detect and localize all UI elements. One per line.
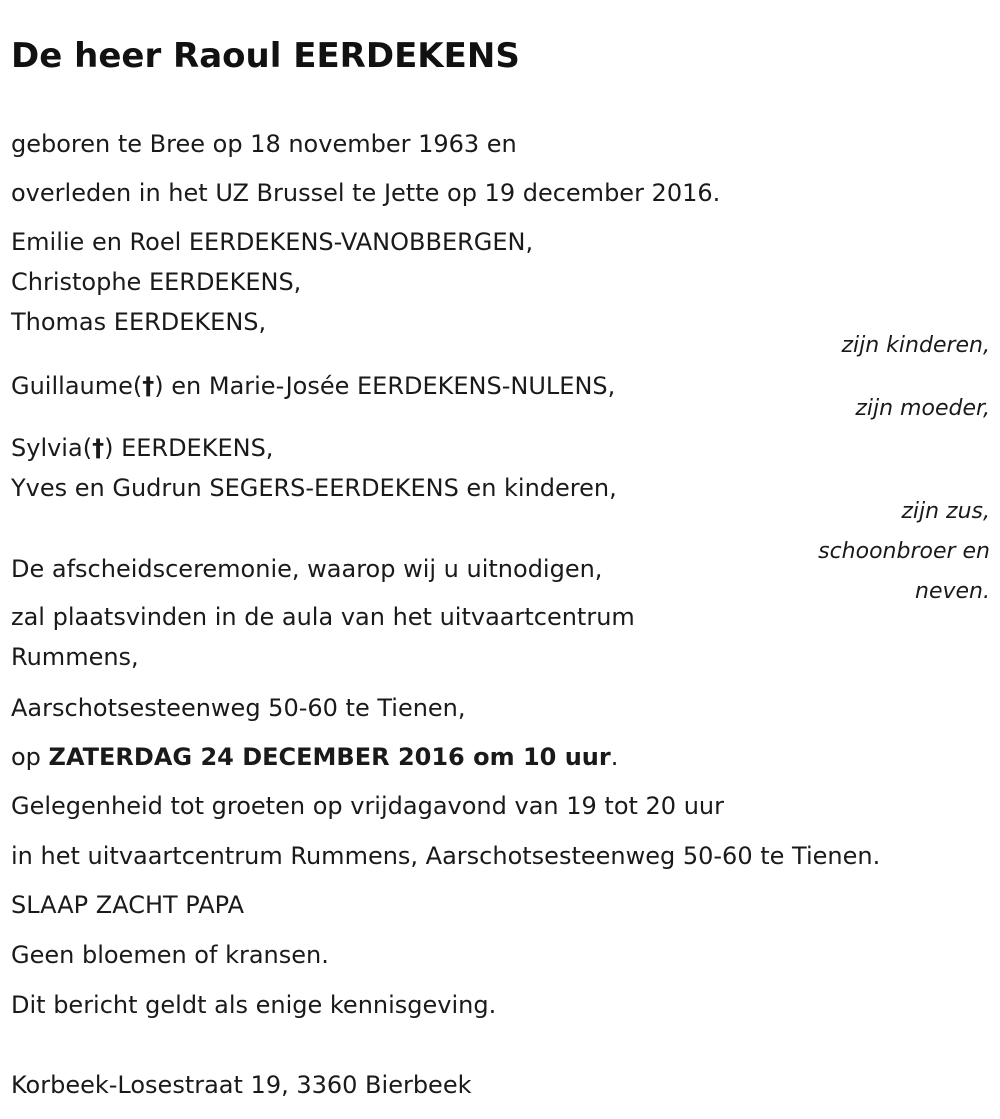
date-bold: ZATERDAG 24 DECEMBER 2016 om 10 uur — [48, 743, 611, 771]
birth-line: geboren te Bree op 18 november 1963 en — [11, 130, 517, 158]
parents-rest: en Marie-Josée EERDEKENS-NULENS, — [163, 372, 616, 400]
children-role: zijn kinderen, — [841, 333, 990, 358]
cross-icon: † — [142, 372, 155, 400]
cross-icon: † — [92, 434, 105, 462]
visitation-line-2: in het uitvaartcentrum Rummens, Aarschotsesteenweg 50-60 te Tienen. — [11, 842, 881, 870]
ceremony-line-2: zal plaatsvinden in de aula van het uitvaartcentrum — [11, 603, 635, 631]
ceremony-line-1: De afscheidsceremonie, waarop wij u uitnodigen, — [11, 555, 603, 583]
siblings-role-3: neven. — [915, 579, 990, 604]
parents-line: Guillaume(†) en Marie-Josée EERDEKENS-NULENS, — [11, 372, 616, 400]
date-suffix: . — [610, 743, 619, 771]
death-line: overleden in het UZ Brussel te Jette op 19 december 2016. — [11, 179, 721, 207]
page-title: De heer Raoul EERDEKENS — [11, 36, 520, 76]
ceremony-date — [11, 737, 618, 777]
sister-name: Sylvia — [11, 434, 83, 462]
parents-role: zijn moeder, — [855, 396, 990, 421]
siblings-rest: EERDEKENS, — [113, 434, 274, 462]
children-line-1: Emilie en Roel EERDEKENS-VANOBBERGEN, — [11, 228, 534, 256]
children-line-3: Thomas EERDEKENS, — [11, 308, 267, 336]
farewell-line: SLAAP ZACHT PAPA — [11, 891, 245, 919]
home-address: Korbeek-Losestraat 19, 3360 Bierbeek — [11, 1071, 472, 1099]
ceremony-line-3: Rummens, — [11, 643, 139, 671]
siblings-role-2: schoonbroer en — [818, 539, 990, 564]
father-name: Guillaume — [11, 372, 133, 400]
visitation-line-1: Gelegenheid tot groeten op vrijdagavond van 19 tot 20 uur — [11, 792, 724, 820]
ceremony-address: Aarschotsesteenweg 50-60 te Tienen, — [11, 694, 466, 722]
date-prefix: op — [11, 743, 49, 771]
notice-line: Dit bericht geldt als enige kennisgeving. — [11, 991, 497, 1019]
children-line-2: Christophe EERDEKENS, — [11, 268, 302, 296]
no-flowers-line: Geen bloemen of kransen. — [11, 941, 329, 969]
siblings-line-1: Sylvia(†) EERDEKENS, — [11, 434, 274, 462]
siblings-line-2: Yves en Gudrun SEGERS-EERDEKENS en kinderen, — [11, 474, 617, 502]
siblings-role-1: zijn zus, — [901, 499, 990, 524]
